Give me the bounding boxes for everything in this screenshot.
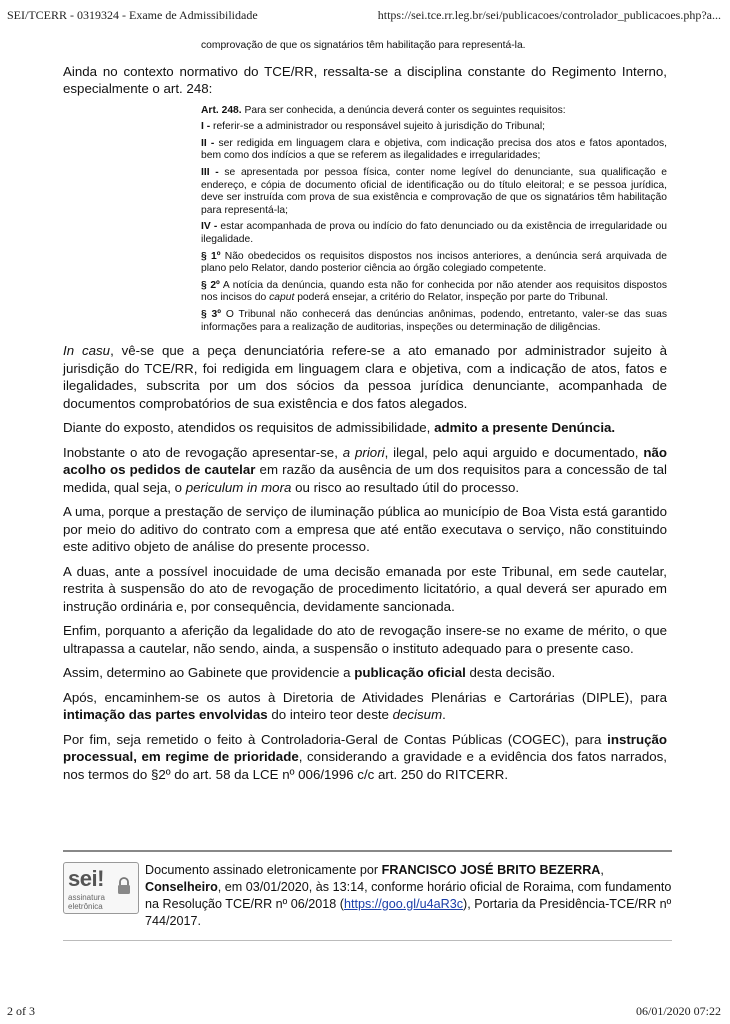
signer-name: FRANCISCO JOSÉ BRITO BEZERRA xyxy=(381,863,601,877)
inobstante-t1: Inobstante o ato de revogação apresentar-se, xyxy=(63,444,343,460)
apos-i1: decisum xyxy=(392,707,443,723)
inciso-ii xyxy=(201,138,667,163)
browser-print-header-title: SEI/TCERR - 0319324 - Exame de Admissibilidade xyxy=(7,8,258,22)
continued-fragment: comprovação de que os signatários têm habilitação para representá-la. xyxy=(201,40,526,51)
paragrafo-2-text-b: poderá ensejar, a critério do Relator, inspeção por parte do Tribunal. xyxy=(294,292,609,304)
diante-bold: admito a presente Denúncia. xyxy=(434,420,616,436)
paragrafo-3-label: § 3º xyxy=(201,308,222,320)
inciso-iv-text: estar acompanhada de prova ou indício do fato denunciado ou da existência de irregularidade ou ilegalidade. xyxy=(201,221,667,245)
signature-text xyxy=(145,862,672,930)
art-248-label: Art. 248. xyxy=(201,104,242,116)
inobstante-t4: ou risco ao resultado útil do processo. xyxy=(291,479,520,495)
diante-text: Diante do exposto, atendidos os requisitos de admissibilidade, xyxy=(63,420,435,436)
assim-t2: desta decisão. xyxy=(465,665,556,681)
enfim-paragraph: Enfim, porquanto a aferição da legalidade do ato de revogação insere-se no exame de mérito, o que ultrapassa a cautelar, não sendo, ainda, a suspensão o instituto adequado para o presente caso. xyxy=(63,623,667,656)
electronic-signature-block xyxy=(63,850,672,941)
lock-icon xyxy=(116,877,132,895)
por-fim-paragraph xyxy=(63,731,667,784)
paragrafo-2 xyxy=(201,280,667,305)
paragrafo-3 xyxy=(201,309,667,334)
inciso-ii-label: II - xyxy=(201,137,215,149)
a-duas-paragraph: A duas, ante a possível inocuidade de uma decisão emanada por este Tribunal, em sede cautelar, restrita à suspensão do ato de revogação de procedimento licitatório, a qual deverá ser apurado em instrução ordinária e, por consequência, devidamente sancionada. xyxy=(63,563,667,614)
inciso-ii-text: ser redigida em linguagem clara e objetiva, com indicação precisa dos atos e fatos apontados, bem como dos indícios a que se referem as ilegalidades e irregularidades; xyxy=(201,137,667,162)
diante-paragraph xyxy=(63,419,667,437)
sei-logo: sei! xyxy=(68,866,104,891)
intro-paragraph: Ainda no contexto normativo do TCE/RR, ressalta-se a disciplina constante do Regimento Interno, especialmente o art. 248: xyxy=(63,63,667,97)
inciso-iv-label: IV - xyxy=(201,221,218,233)
sig-t1: Documento assinado eletronicamente por xyxy=(145,863,382,877)
in-casu-text: , vê-se que a peça denunciatória refere-se a ato emanado por administrador sujeito à jurisdição do TCE/RR, foi redigida em linguagem clara e objetiva, com a indicação de atos, fatos e ilegalidades, subscrita por um dos sócios da pessoa jurídica denunciante, acompanhada de documentos comprobatórios de sua existência e dos fatos alegados. xyxy=(63,343,667,411)
in-casu-term: In casu xyxy=(63,343,111,359)
inobstante-i2: periculum in mora xyxy=(185,479,292,495)
paragrafo-1-text: Não obedecidos os requisitos dispostos nos incisos anteriores, a denúncia será arquivada de plano pelo Relator, dando posterior ciência ao órgão colegiado competente. xyxy=(201,250,668,275)
in-casu-paragraph xyxy=(63,342,667,412)
apos-paragraph xyxy=(63,689,667,724)
paragrafo-2-text-a: A notícia da denúncia, quando esta não for conhecida por não atender aos requisitos dispostos nos incisos do xyxy=(201,279,667,304)
inciso-iii-text: se apresentada por pessoa física, conter nome legível do denunciante, sua qualificação e endereço, e cópia de documento oficial de identificação ou do título eleitoral; e se pessoa jurídica, deve ser instruída com prova de sua existência e comprovação de que os signatários têm habilitação para representá-la; xyxy=(201,166,667,216)
paragrafo-1 xyxy=(201,251,667,276)
inobstante-b1: não acolho os pedidos de cautelar xyxy=(63,444,667,478)
por-fim-b1: instrução processual, em regime de prioridade xyxy=(63,731,667,765)
a-uma-paragraph: A uma, porque a prestação de serviço de iluminação pública ao município de Boa Vista está garantido por meio do aditivo do contrato com a empresa que até então executava o serviço, não constituindo este aditivo objeto de análise do presente processo. xyxy=(63,504,667,555)
apos-t2: do inteiro teor deste xyxy=(267,707,393,723)
inciso-i xyxy=(201,121,667,134)
apos-t3: . xyxy=(442,707,446,723)
print-footer-datetime: 06/01/2020 07:22 xyxy=(635,1004,721,1018)
por-fim-t1: Por fim, seja remetido o feito à Controladoria-Geral de Contas Públicas (COGEC), para xyxy=(63,731,608,747)
inobstante-i1: a priori xyxy=(342,444,385,460)
apos-t1: Após, encaminhem-se os autos à Diretoria de Atividades Plenárias e Cartorárias (DIPLE), para xyxy=(63,689,667,705)
sig-t4: ), Portaria da Presidência-TCE/RR nº 744/2017. xyxy=(145,897,672,928)
paragrafo-3-text: O Tribunal não conhecerá das denúncias anônimas, podendo, entretanto, valer-se das suas informações para a realização de auditorias, inspeções ou determinação de diligências. xyxy=(201,308,668,333)
art-248-head-text: Para ser conhecida, a denúncia deverá conter os seguintes requisitos: xyxy=(241,104,566,116)
inciso-iv xyxy=(201,221,667,246)
document-body xyxy=(63,40,667,790)
inobstante-t3: em razão da ausência de um dos requisitos para a concessão de tal medida, qual seja, o xyxy=(63,462,668,495)
inciso-iii xyxy=(201,167,667,217)
signer-role: Conselheiro xyxy=(145,880,218,894)
assim-t1: Assim, determino ao Gabinete que providencie a xyxy=(63,665,355,681)
inciso-i-text: referir-se a administrador ou responsável sujeito à jurisdição do Tribunal; xyxy=(210,121,545,133)
assim-paragraph xyxy=(63,664,667,682)
inciso-i-label: I - xyxy=(201,121,211,133)
seal-line-2: eletrônica xyxy=(68,902,103,911)
resolution-link[interactable]: https://goo.gl/u4aR3c xyxy=(343,897,464,911)
art-248-quote xyxy=(201,105,667,335)
apos-b1: intimação das partes envolvidas xyxy=(63,707,268,723)
print-footer-page-count: 2 of 3 xyxy=(7,1004,35,1018)
sig-t3: , em 03/01/2020, às 13:14, conforme horário oficial de Roraima, com fundamento na Resolução TCE/RR nº 06/2018 ( xyxy=(145,880,672,911)
sei-signature-seal xyxy=(63,862,139,914)
paragrafo-1-label: § 1º xyxy=(201,250,221,262)
browser-print-header-url: https://sei.tce.rr.leg.br/sei/publicacoes/controlador_publicacoes.php?a... xyxy=(377,8,721,22)
inobstante-paragraph xyxy=(63,444,667,497)
sig-t2: , xyxy=(600,863,604,877)
paragrafo-2-caput: caput xyxy=(269,292,295,304)
inobstante-t2: , ilegal, pelo aqui arguido e documentado, xyxy=(384,444,644,460)
assim-b1: publicação oficial xyxy=(354,665,466,681)
por-fim-t2: , considerando a gravidade e a evidência dos fatos narrados, nos termos do §2º do art. 58 da LCE nº 006/1996 c/c art. 250 do RITCERR. xyxy=(63,749,667,782)
seal-line-1: assinatura xyxy=(68,893,105,902)
art-248-head xyxy=(201,105,667,118)
inciso-iii-label: III - xyxy=(201,166,219,178)
paragrafo-2-label: § 2º xyxy=(201,279,220,291)
